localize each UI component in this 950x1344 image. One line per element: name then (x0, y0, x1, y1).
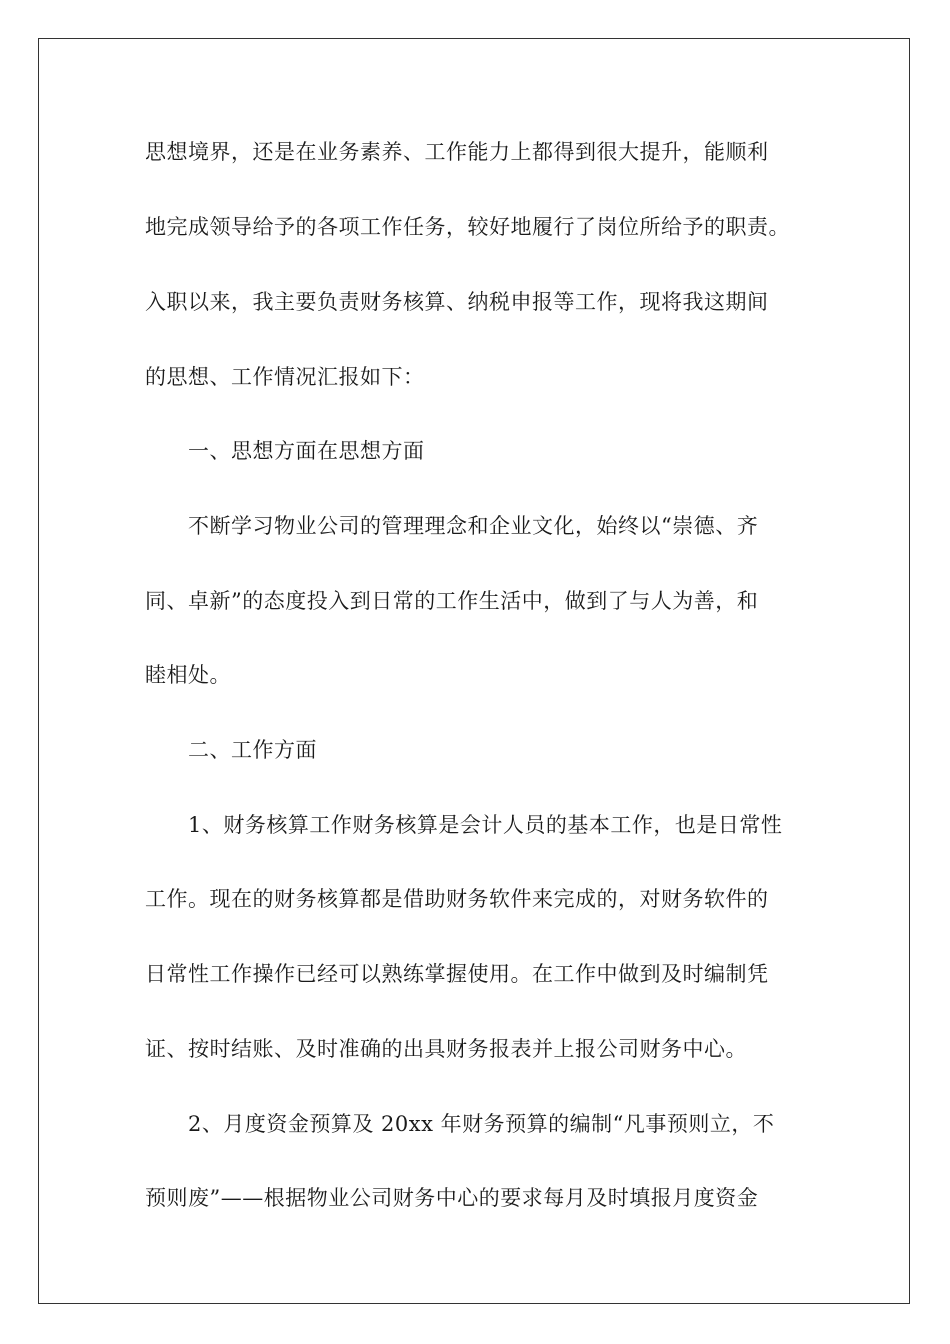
section-heading-thought: 一、思想方面在思想方面 (188, 439, 425, 463)
paragraph-line: 工作。现在的财务核算都是借助财务软件来完成的，对财务软件的 (145, 887, 769, 911)
paragraph-line: 不断学习物业公司的管理理念和企业文化，始终以“崇德、齐 (188, 514, 759, 538)
paragraph-line: 日常性工作操作已经可以熟练掌握使用。在工作中做到及时编制凭 (145, 962, 769, 986)
paragraph-line: 地完成领导给予的各项工作任务，较好地履行了岗位所给予的职责。 (145, 215, 790, 239)
paragraph-line: 证、按时结账、及时准确的出具财务报表并上报公司财务中心。 (145, 1037, 747, 1061)
paragraph-line: 2、月度资金预算及 20xx 年财务预算的编制“凡事预则立，不 (188, 1112, 775, 1136)
paragraph-line: 入职以来，我主要负责财务核算、纳税申报等工作，现将我这期间 (145, 290, 769, 314)
paragraph-line: 预则废”——根据物业公司财务中心的要求每月及时填报月度资金 (145, 1186, 759, 1210)
paragraph-line: 同、卓新”的态度投入到日常的工作生活中，做到了与人为善，和 (145, 589, 759, 613)
paragraph-line: 思想境界，还是在业务素养、工作能力上都得到很大提升，能顺利 (145, 140, 769, 164)
paragraph-line: 1、财务核算工作财务核算是会计人员的基本工作，也是日常性 (188, 813, 783, 837)
paragraph-line: 的思想、工作情况汇报如下： (145, 365, 425, 389)
paragraph-line: 睦相处。 (145, 663, 231, 687)
section-heading-work: 二、工作方面 (188, 738, 317, 762)
